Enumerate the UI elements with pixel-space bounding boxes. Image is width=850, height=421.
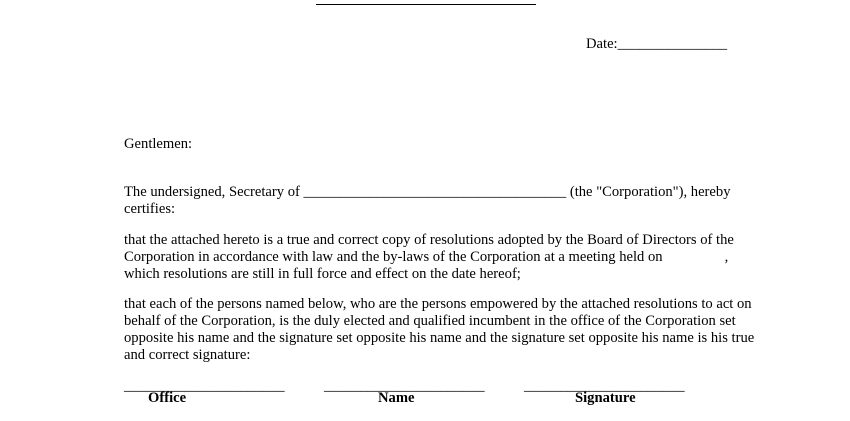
paragraph-line: certifies: (124, 201, 176, 217)
paragraph-line: opposite his name and the signature set opposite his name and the signature set opposite his name is his true (124, 330, 755, 346)
paragraph-incumbency (124, 296, 755, 364)
name-label: Name (378, 390, 415, 406)
paragraph-line: Corporation in accordance with law and the by-laws of the Corporation at a meeting held on , (124, 249, 729, 265)
paragraph-resolutions (124, 232, 734, 283)
paragraph-line: and correct signature: (124, 347, 251, 363)
date-field[interactable]: Date:_______________ (586, 36, 728, 52)
paragraph-line: behalf of the Corporation, is the duly elected and qualified incumbent in the office of the Corporation set (124, 313, 736, 329)
office-label: Office (148, 390, 187, 406)
paragraph-line: which resolutions are still in full force and effect on the date hereof; (124, 266, 521, 282)
paragraph-line: that the attached hereto is a true and correct copy of resolutions adopted by the Board of Directors of the (124, 232, 734, 248)
office-signature-line[interactable]: ______________________ (124, 378, 285, 394)
paragraph-line: that each of the persons named below, who are the persons empowered by the attached resolutions to act on (124, 296, 752, 312)
paragraph-line: The undersigned, Secretary of ____________________________________ (the "Corporation"), hereby (124, 184, 731, 200)
signature-label: Signature (575, 390, 636, 406)
top-rule (316, 4, 536, 5)
name-signature-line[interactable]: ______________________ (324, 378, 485, 394)
paragraph-secretary-certifies (124, 184, 731, 218)
salutation: Gentlemen: (124, 136, 193, 152)
signature-signature-line[interactable]: ______________________ (524, 378, 685, 394)
